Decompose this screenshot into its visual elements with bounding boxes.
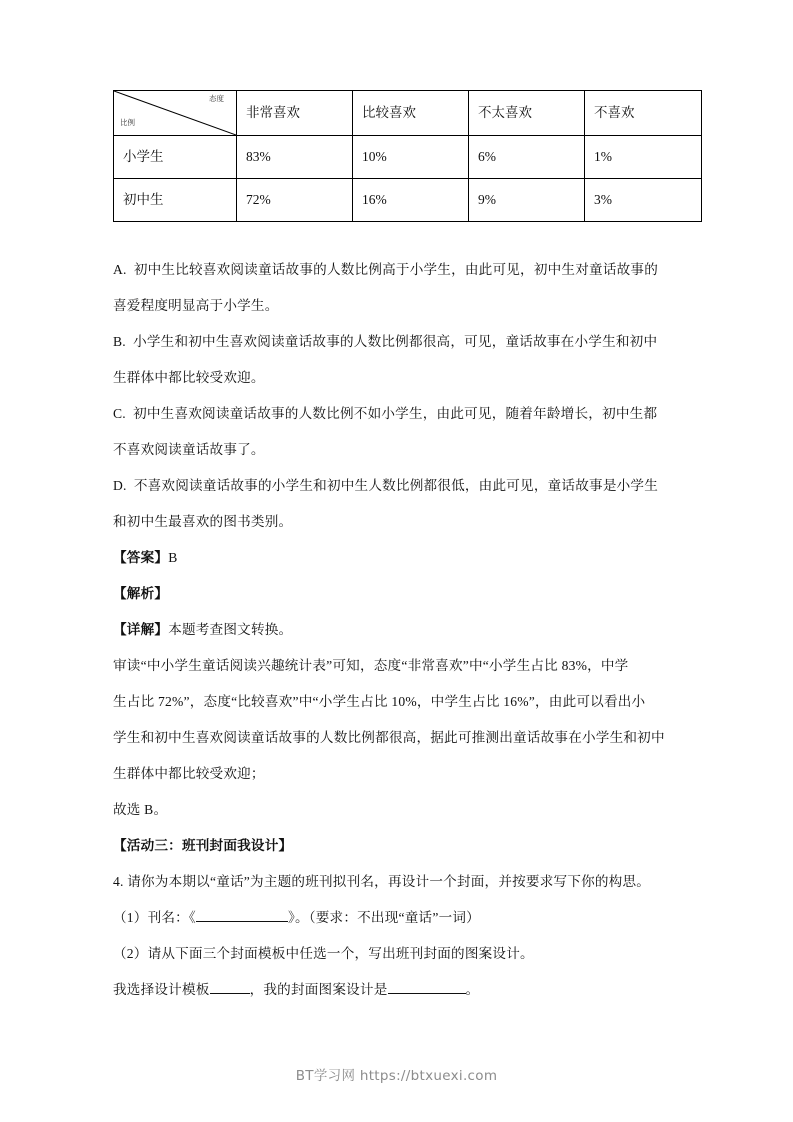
document-body bbox=[113, 252, 681, 1008]
option-a-line-2: 喜爱程度明显高于小学生。 bbox=[113, 298, 279, 313]
option-b-label: B. bbox=[113, 334, 126, 349]
table-row bbox=[114, 136, 702, 179]
sub-question-1-prefix: （1）刊名：《 bbox=[113, 910, 196, 925]
option-d-line-1 bbox=[113, 468, 681, 504]
option-d-line-2: 和初中生最喜欢的图书类别。 bbox=[113, 514, 293, 529]
table-header-row bbox=[114, 91, 702, 136]
answer-tag: 【答案】 bbox=[113, 550, 169, 565]
option-a-text-1: 初中生比较喜欢阅读童话故事的人数比例高于小学生，由此可见，初中生对童话故事的 bbox=[133, 262, 658, 277]
question-4-number: 4. bbox=[113, 874, 124, 889]
detail-intro-text: 本题考查图文转换。 bbox=[168, 622, 293, 637]
table-cell: 9% bbox=[469, 179, 585, 222]
cover-design-blank[interactable] bbox=[388, 993, 466, 994]
template-design-prefix: ，我的封面图案设计是 bbox=[249, 982, 388, 997]
journal-name-blank[interactable] bbox=[196, 921, 288, 922]
option-c-line-2: 不喜欢阅读童话故事了。 bbox=[113, 442, 265, 457]
option-c-line-1 bbox=[113, 396, 681, 432]
option-b-text-1: 小学生和初中生喜欢阅读童话故事的人数比例都很高，可见，童话故事在小学生和初中 bbox=[133, 334, 658, 349]
table-cell: 3% bbox=[585, 179, 702, 222]
table-cell: 10% bbox=[353, 136, 469, 179]
table-cell: 83% bbox=[237, 136, 353, 179]
table-row-label: 初中生 bbox=[114, 179, 237, 222]
statistics-table bbox=[113, 90, 702, 222]
template-choice-blank[interactable] bbox=[210, 993, 250, 994]
detail-paragraph-line-4: 生群体中都比较受欢迎； bbox=[113, 766, 265, 781]
option-b-line-2: 生群体中都比较受欢迎。 bbox=[113, 370, 265, 385]
table-column-header: 不喜欢 bbox=[585, 91, 702, 136]
corner-attitude-label: 态度 bbox=[209, 94, 224, 103]
answer-value: B bbox=[168, 550, 178, 565]
table-row-label: 小学生 bbox=[114, 136, 237, 179]
sub-question-2-line: （2）请从下面三个封面模板中任选一个，写出班刊封面的图案设计。 bbox=[113, 946, 534, 961]
table-corner-cell bbox=[114, 91, 237, 136]
detail-paragraph-line-3: 学生和初中生喜欢阅读童话故事的人数比例都很高，据此可推测出童话故事在小学生和初中 bbox=[113, 730, 665, 745]
table-row bbox=[114, 179, 702, 222]
detail-tag: 【详解】 bbox=[113, 622, 169, 637]
answer-line bbox=[113, 540, 681, 576]
template-choice-prefix: 我选择设计模板 bbox=[113, 982, 210, 997]
detail-conclusion-line: 故选 B。 bbox=[113, 802, 168, 817]
detail-paragraph-line-2: 生占比 72%”，态度“比较喜欢”中“小学生占比 10%，中学生占比 16%”，由此可以看出小 bbox=[113, 694, 646, 709]
option-a-label: A. bbox=[113, 262, 127, 277]
option-d-label: D. bbox=[113, 478, 127, 493]
table-column-header: 比较喜欢 bbox=[353, 91, 469, 136]
activity-heading: 【活动三：班刊封面我设计】 bbox=[113, 838, 293, 853]
option-c-text-1: 初中生喜欢阅读童话故事的人数比例不如小学生，由此可见，随着年龄增长，初中生都 bbox=[133, 406, 658, 421]
footer-watermark: BT学习网 https://btxuexi.com bbox=[295, 1068, 498, 1084]
detail-intro-line bbox=[113, 612, 681, 648]
template-design-suffix: 。 bbox=[465, 982, 480, 997]
option-a-line-1 bbox=[113, 252, 681, 288]
table-cell: 72% bbox=[237, 179, 353, 222]
sub-question-1-suffix: 》。（要求：不出现“童话”一词） bbox=[287, 910, 480, 925]
table-cell: 1% bbox=[585, 136, 702, 179]
statistics-table-container bbox=[113, 90, 635, 222]
table-cell: 16% bbox=[353, 179, 469, 222]
sub-question-1-line bbox=[113, 900, 681, 936]
table-column-header: 不太喜欢 bbox=[469, 91, 585, 136]
option-d-text-1: 不喜欢阅读童话故事的小学生和初中生人数比例都很低，由此可见，童话故事是小学生 bbox=[133, 478, 658, 493]
analysis-line bbox=[113, 576, 681, 612]
corner-ratio-label: 比例 bbox=[120, 118, 135, 127]
detail-paragraph-line-1: 审读“中小学生童话阅读兴趣统计表”可知，态度“非常喜欢”中“小学生占比 83%，中学 bbox=[113, 658, 629, 673]
analysis-tag: 【解析】 bbox=[113, 586, 169, 601]
sub-question-3-line bbox=[113, 972, 681, 1008]
table-cell: 6% bbox=[469, 136, 585, 179]
table-column-header: 非常喜欢 bbox=[237, 91, 353, 136]
option-b-line-1 bbox=[113, 324, 681, 360]
option-c-label: C. bbox=[113, 406, 126, 421]
question-4-text: 请你为本期以“童话”为主题的班刊拟刊名，再设计一个封面，并按要求写下你的构思。 bbox=[127, 874, 651, 889]
question-4-line bbox=[113, 864, 681, 900]
